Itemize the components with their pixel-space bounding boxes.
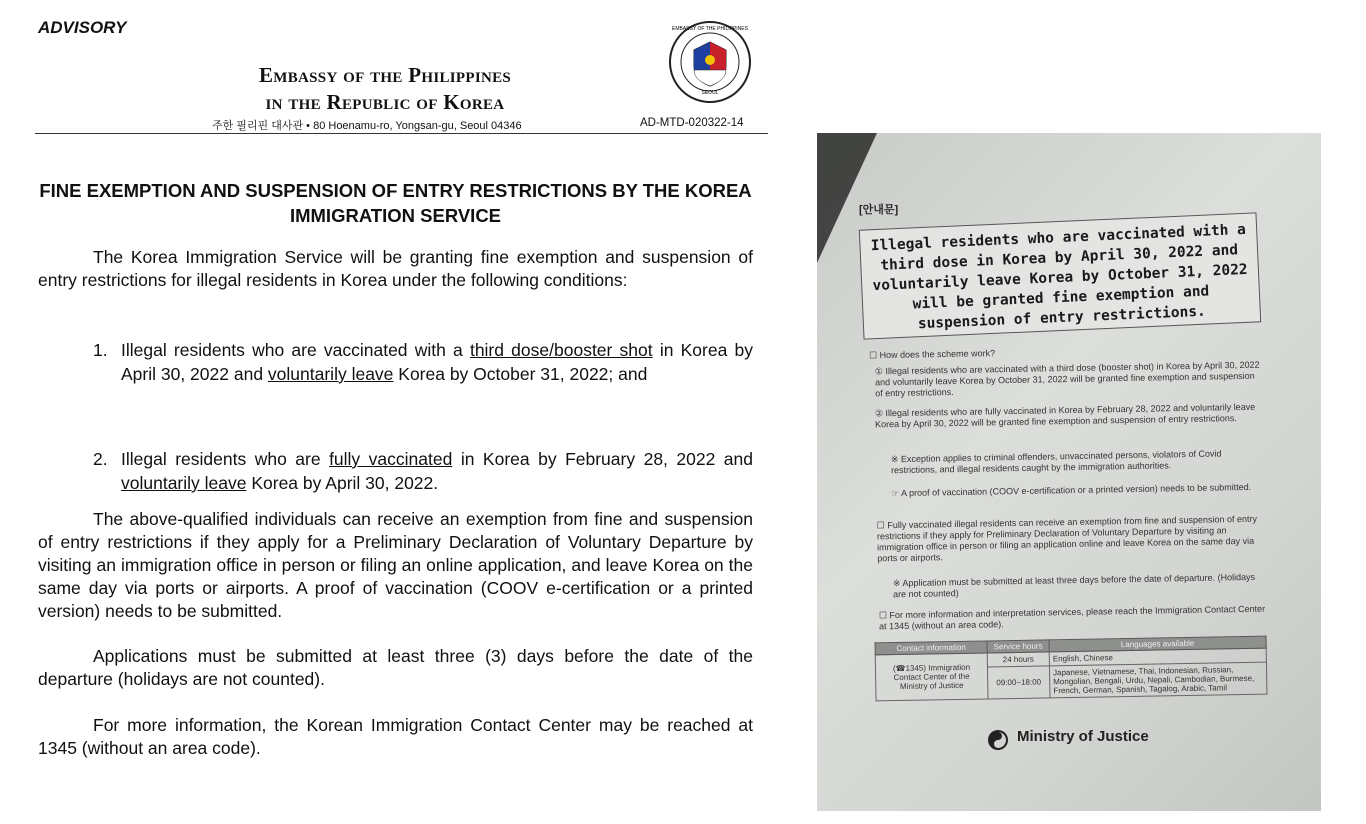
notice-exception: ※ Exception applies to criminal offenders, unvaccinated persons, violators of Covid restrictions, and illegal residents caught by the immigration authorities. <box>890 448 1222 476</box>
notice-point-1: ① Illegal residents who are vaccinated with a third dose (booster shot) in Korea by April 30, 2022 and voluntarily leave Korea by October 31, 2022 will be granted fine exemption and suspension of entry restrictions. <box>874 359 1260 399</box>
intro-paragraph <box>38 246 753 292</box>
paragraph-text: Applications must be submitted at least three (3) days before the date of the departure (holidays are not counted). <box>38 646 753 689</box>
ministry-name: Ministry of Justice <box>1017 728 1149 745</box>
underlined-text: third dose/booster shot <box>469 340 653 360</box>
seal-text-top: EMBASSY OF THE PHILIPPINES <box>672 26 748 32</box>
embassy-name-line1: Embassy of the Philippines <box>258 63 512 87</box>
seal-text-bottom: SEOUL <box>701 90 719 96</box>
underlined-text: voluntarily leave <box>121 473 247 493</box>
underlined-text: fully vaccinated <box>329 449 453 469</box>
notice-photo <box>817 133 1321 811</box>
list-item <box>93 447 753 495</box>
notice-point-2: ② Illegal residents who are fully vaccinated in Korea by February 28, 2022 and voluntarily leave Korea by April 30, 2022 will be granted fine exemption and suspension of entry restrictions. <box>874 401 1256 430</box>
text-span: in Korea by February 28, 2022 and <box>452 449 753 469</box>
list-item <box>93 338 753 386</box>
list-number: 2. <box>93 449 108 469</box>
notice-deadline: ※ Application must be submitted at least three days before the date of departure. (Holidays are not counted) <box>892 571 1256 600</box>
paragraph-text: For more information, the Korean Immigration Contact Center may be reached at 1345 (without an area code). <box>38 715 753 758</box>
text-span: Korea by October 31, 2022; and <box>393 364 648 384</box>
contact-table <box>875 636 1268 702</box>
header-divider <box>35 133 768 134</box>
notice-how: ☐ How does the scheme work? <box>868 348 996 361</box>
table-cell: Japanese, Vietnamese, Thai, Indonesian, Russian, Mongolian, Bengali, Urdu, Nepali, Cambodian, Burmese, French, German, Spanish, Tagalog, Arabic, Tamil <box>1049 662 1267 698</box>
table-header: Service hours <box>987 640 1049 653</box>
text-span: in Korea by April 30, 2022 and <box>121 340 754 384</box>
notice-contact: ☐ For more information and interpretation services, please reach the Immigration Contact Center at 1345 (without an area code). <box>878 603 1266 632</box>
intro-text: The Korea Immigration Service will be granting fine exemption and suspension of entry restrictions for illegal residents in Korea under the following conditions: <box>38 247 753 290</box>
underlined-text: voluntarily leave <box>267 364 394 384</box>
table-header: Contact information <box>875 641 987 655</box>
paragraph-text: The above-qualified individuals can receive an exemption from fine and suspension of entry restrictions if they apply for a Preliminary Declaration of Voluntary Departure by visiting an immigration office in person or filing an online application, and leave Korea on the same day via ports or airports. A proof of vaccination (COOV e-certification or a printed version) needs to be submitted. <box>38 509 753 621</box>
notice-headline-box <box>859 212 1261 339</box>
ministry-logo-icon <box>987 729 1009 751</box>
table-cell: 24 hours <box>987 652 1049 667</box>
embassy-name-line2: in the Republic of Korea <box>265 90 505 114</box>
text-span: Illegal residents who are <box>121 449 330 469</box>
table-cell: 09:00~18:00 <box>987 666 1050 699</box>
document-title: FINE EXEMPTION AND SUSPENSION OF ENTRY RESTRICTIONS BY THE KOREA IMMIGRATION SERVICE <box>39 180 752 226</box>
embassy-address: 주한 필리핀 대사관 • 80 Hoenamu-ro, Yongsan-gu, Seoul 04346 <box>212 120 522 132</box>
notice-headline: Illegal residents who are vaccinated with a third dose in Korea by April 30, 2022 and voluntarily leave Korea by October 31, 2022 will be granted fine exemption and suspension of entry restrictions. <box>870 221 1248 333</box>
reference-number: AD-MTD-020322-14 <box>640 117 744 129</box>
body-paragraph <box>38 645 753 691</box>
text-span: Illegal residents who are vaccinated with a <box>121 340 470 360</box>
notice-proof: ☞ A proof of vaccination (COOV e-certification or a printed version) needs to be submitted. <box>890 481 1252 499</box>
list-text <box>121 447 753 495</box>
list-number: 1. <box>93 340 108 360</box>
body-paragraph <box>38 508 753 623</box>
table-header: Languages available <box>1049 636 1266 652</box>
table-cell: English, Chinese <box>1049 648 1266 666</box>
embassy-name <box>170 62 600 116</box>
table-cell: (☎1345) Immigration Contact Center of the Ministry of Justice <box>875 653 988 701</box>
text-span: Korea by April 30, 2022. <box>246 473 439 493</box>
notice-point-3: ☐ Fully vaccinated illegal residents can receive an exemption from fine and suspension of entry restrictions if they apply for Preliminary Declaration of Voluntary Departure by visiting an immigration office in person or filing an application online and leave Korea on the same day via ports or airports. <box>876 513 1258 564</box>
embassy-seal-icon <box>668 20 752 104</box>
notice-tag: [안내문] <box>859 204 899 216</box>
advisory-label: ADVISORY <box>38 18 127 37</box>
list-text <box>121 338 753 386</box>
body-paragraph <box>38 714 753 760</box>
